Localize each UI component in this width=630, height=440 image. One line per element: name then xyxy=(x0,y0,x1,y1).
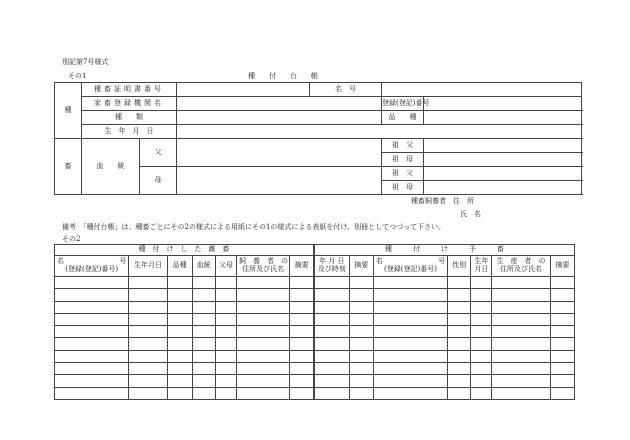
entry-cell[interactable] xyxy=(492,326,550,338)
entry-cell[interactable] xyxy=(492,387,550,399)
entry-cell[interactable] xyxy=(192,289,215,301)
entry-cell[interactable] xyxy=(290,338,314,350)
entry-cell[interactable] xyxy=(236,301,289,313)
left-remarks-header: 摘要 xyxy=(290,256,314,277)
entry-cell[interactable] xyxy=(471,363,492,375)
table-row xyxy=(55,363,575,375)
entry-cell[interactable] xyxy=(373,375,447,387)
entry-cell[interactable] xyxy=(290,277,314,289)
entry-cell[interactable] xyxy=(215,387,236,399)
entry-cell[interactable] xyxy=(167,375,192,387)
mother-label: 母 xyxy=(140,167,177,195)
producer-header xyxy=(492,256,550,277)
father-label: 父 xyxy=(140,139,177,167)
entry-cell[interactable] xyxy=(349,363,373,375)
date-header-bottom: 及び時刻 xyxy=(317,265,346,273)
producer-header-top: 生 産 者 の xyxy=(496,257,546,266)
entry-cell[interactable] xyxy=(192,301,215,313)
entry-cell[interactable] xyxy=(314,289,349,301)
entry-cell[interactable] xyxy=(471,277,492,289)
entry-cell[interactable] xyxy=(492,363,550,375)
entry-cell[interactable] xyxy=(492,313,550,325)
right-birth-header-bottom: 月日 xyxy=(474,265,489,273)
entry-cell[interactable] xyxy=(373,277,447,289)
cert-no-value[interactable] xyxy=(177,83,310,97)
entry-cell[interactable] xyxy=(550,363,574,375)
species-label: 種 類 xyxy=(82,111,177,125)
table-row xyxy=(55,375,575,387)
entry-cell[interactable] xyxy=(471,289,492,301)
entry-cell[interactable] xyxy=(314,277,349,289)
entry-cell[interactable] xyxy=(471,326,492,338)
entry-cell[interactable] xyxy=(129,387,167,399)
entry-cell[interactable] xyxy=(314,338,349,350)
entry-cell[interactable] xyxy=(290,301,314,313)
entry-cell[interactable] xyxy=(192,363,215,375)
entry-cell[interactable] xyxy=(215,313,236,325)
paternal-grandmother-label: 祖 母 xyxy=(382,153,424,167)
species-value[interactable] xyxy=(177,111,382,125)
maternal-grandfather-label: 祖 父 xyxy=(382,167,424,181)
entry-cell[interactable] xyxy=(550,387,574,399)
entry-cell[interactable] xyxy=(129,338,167,350)
entry-cell[interactable] xyxy=(349,277,373,289)
breed-header: 品種 xyxy=(167,256,192,277)
entry-cell[interactable] xyxy=(471,375,492,387)
entry-cell[interactable] xyxy=(448,363,471,375)
table-row xyxy=(55,350,575,362)
entry-cell[interactable] xyxy=(448,338,471,350)
entry-cell[interactable] xyxy=(448,326,471,338)
registry-org-value[interactable] xyxy=(177,97,382,111)
right-remarks-header: 摘要 xyxy=(550,256,574,277)
breed-label: 品 種 xyxy=(382,111,424,125)
entry-cell[interactable] xyxy=(373,338,447,350)
entry-cell[interactable] xyxy=(290,387,314,399)
entry-cell[interactable] xyxy=(192,277,215,289)
entry-cell[interactable] xyxy=(129,363,167,375)
entry-cell[interactable] xyxy=(167,326,192,338)
entry-cell[interactable] xyxy=(471,313,492,325)
entry-cell[interactable] xyxy=(492,289,550,301)
entry-cell[interactable] xyxy=(349,350,373,362)
entry-cell[interactable] xyxy=(471,338,492,350)
birth-value[interactable] xyxy=(177,125,582,139)
entry-cell[interactable] xyxy=(550,338,574,350)
entry-cell[interactable] xyxy=(236,277,289,289)
entry-cell[interactable] xyxy=(236,363,289,375)
entry-cell[interactable] xyxy=(492,277,550,289)
table-row xyxy=(55,301,575,313)
entry-cell[interactable] xyxy=(349,313,373,325)
entry-cell[interactable] xyxy=(55,301,129,313)
entry-cell[interactable] xyxy=(492,375,550,387)
part1-label: その1 xyxy=(68,72,87,80)
paternal-grandmother-value[interactable] xyxy=(424,153,582,167)
entry-cell[interactable] xyxy=(492,338,550,350)
entry-cell[interactable] xyxy=(215,375,236,387)
left-name-header xyxy=(55,256,129,277)
father-value[interactable] xyxy=(177,139,382,167)
table-row xyxy=(55,289,575,301)
right-birth-header xyxy=(471,256,492,277)
entry-cell[interactable] xyxy=(129,326,167,338)
entry-cell[interactable] xyxy=(129,301,167,313)
entry-cell[interactable] xyxy=(550,301,574,313)
mother-value[interactable] xyxy=(177,167,382,195)
mid-remarks-header: 摘要 xyxy=(349,256,373,277)
entry-cell[interactable] xyxy=(492,350,550,362)
entry-cell[interactable] xyxy=(192,338,215,350)
entry-cell[interactable] xyxy=(55,387,129,399)
right-name-header-top-right: 号 xyxy=(438,257,446,266)
entry-cell[interactable] xyxy=(550,375,574,387)
entry-cell[interactable] xyxy=(492,301,550,313)
entry-cell[interactable] xyxy=(373,326,447,338)
entry-cell[interactable] xyxy=(550,313,574,325)
entry-cell[interactable] xyxy=(215,363,236,375)
right-name-header xyxy=(373,256,447,277)
entry-cell[interactable] xyxy=(448,313,471,325)
maternal-grandmother-label: 祖 母 xyxy=(382,181,424,195)
left-name-header-top-right: 号 xyxy=(119,257,127,266)
entry-cell[interactable] xyxy=(373,363,447,375)
entry-cell[interactable] xyxy=(373,350,447,362)
birth-header: 生年月日 xyxy=(129,256,167,277)
entry-cell[interactable] xyxy=(314,363,349,375)
part1-title: 種 付 台 帳 xyxy=(248,72,318,80)
entry-cell[interactable] xyxy=(550,326,574,338)
owner-name-label: 氏 名 xyxy=(460,210,481,218)
birth-label: 生 年 月 日 xyxy=(82,125,177,139)
entry-cell[interactable] xyxy=(55,289,129,301)
entry-cell[interactable] xyxy=(373,289,447,301)
entry-cell[interactable] xyxy=(290,289,314,301)
entry-cell[interactable] xyxy=(129,313,167,325)
entry-cell[interactable] xyxy=(290,350,314,362)
entry-cell[interactable] xyxy=(167,289,192,301)
entry-cell[interactable] xyxy=(215,350,236,362)
entry-cell[interactable] xyxy=(55,363,129,375)
entry-cell[interactable] xyxy=(167,338,192,350)
name-value[interactable] xyxy=(382,83,582,97)
entry-cell[interactable] xyxy=(349,338,373,350)
entry-cell[interactable] xyxy=(167,313,192,325)
paternal-grandfather-value[interactable] xyxy=(424,139,582,153)
date-header-top: 年 月 日 xyxy=(319,257,345,266)
entry-cell[interactable] xyxy=(314,387,349,399)
entry-cell[interactable] xyxy=(349,289,373,301)
right-section-title: 種 付 け 予 畜 xyxy=(314,245,575,256)
parents-header: 父母 xyxy=(215,256,236,277)
name-label: 名 号 xyxy=(310,83,382,97)
entry-cell[interactable] xyxy=(55,313,129,325)
entry-cell[interactable] xyxy=(167,277,192,289)
entry-cell[interactable] xyxy=(448,277,471,289)
entry-cell[interactable] xyxy=(550,289,574,301)
entry-cell[interactable] xyxy=(471,350,492,362)
entry-cell[interactable] xyxy=(349,301,373,313)
entry-cell[interactable] xyxy=(215,338,236,350)
entry-cell[interactable] xyxy=(192,350,215,362)
entry-cell[interactable] xyxy=(349,375,373,387)
form-title: 別記第7号様式 xyxy=(62,58,109,66)
entry-cell[interactable] xyxy=(167,387,192,399)
entry-cell[interactable] xyxy=(215,301,236,313)
right-birth-header-top: 生年 xyxy=(474,257,489,266)
reg-no-value[interactable] xyxy=(424,97,582,111)
entry-cell[interactable] xyxy=(314,301,349,313)
entry-cell[interactable] xyxy=(349,387,373,399)
table-row xyxy=(55,313,575,325)
entry-cell[interactable] xyxy=(550,350,574,362)
entry-cell[interactable] xyxy=(448,301,471,313)
entry-cell[interactable] xyxy=(55,326,129,338)
left-name-header-top-left: 名 xyxy=(57,257,64,266)
entry-cell[interactable] xyxy=(236,326,289,338)
producer-header-bottom: 住所及び氏名 xyxy=(500,265,543,273)
owner-address-label: 種畜飼養者 住 所 xyxy=(411,197,474,205)
entry-cell[interactable] xyxy=(215,289,236,301)
keeper-header-top: 飼 養 者 の xyxy=(238,257,288,266)
paternal-grandfather-label: 祖 父 xyxy=(382,139,424,153)
entry-cell[interactable] xyxy=(290,326,314,338)
entry-cell[interactable] xyxy=(314,350,349,362)
entry-cell[interactable] xyxy=(55,350,129,362)
right-name-header-bottom: (登録(登記)番号) xyxy=(384,265,437,273)
entry-cell[interactable] xyxy=(448,350,471,362)
keeper-header xyxy=(236,256,289,277)
reg-no-label: 登録(登記)番号 xyxy=(382,97,424,111)
entry-cell[interactable] xyxy=(314,313,349,325)
side-label-bottom: 畜 xyxy=(55,139,82,195)
side-label-top: 種 xyxy=(55,83,82,139)
entry-cell[interactable] xyxy=(55,375,129,387)
table-row xyxy=(55,338,575,350)
entry-cell[interactable] xyxy=(236,387,289,399)
entry-cell[interactable] xyxy=(129,350,167,362)
entry-cell[interactable] xyxy=(55,277,129,289)
maternal-grandfather-value[interactable] xyxy=(424,167,582,181)
entry-cell[interactable] xyxy=(290,363,314,375)
breeding-record-table xyxy=(54,244,575,400)
entry-cell[interactable] xyxy=(236,289,289,301)
record-rows xyxy=(55,277,575,400)
entry-cell[interactable] xyxy=(373,387,447,399)
sex-header: 性別 xyxy=(448,256,471,277)
table-row xyxy=(55,277,575,289)
entry-cell[interactable] xyxy=(471,301,492,313)
entry-cell[interactable] xyxy=(373,301,447,313)
entry-cell[interactable] xyxy=(236,350,289,362)
entry-cell[interactable] xyxy=(167,350,192,362)
breeding-register-cover-table xyxy=(54,82,582,195)
entry-cell[interactable] xyxy=(550,277,574,289)
pedigree-label: 血 統 xyxy=(82,139,140,195)
entry-cell[interactable] xyxy=(290,313,314,325)
entry-cell[interactable] xyxy=(55,338,129,350)
entry-cell[interactable] xyxy=(314,375,349,387)
left-name-header-bottom: (登録(登記)番号) xyxy=(65,265,119,273)
date-header xyxy=(314,256,349,277)
entry-cell[interactable] xyxy=(448,375,471,387)
entry-cell[interactable] xyxy=(167,363,192,375)
part2-label: その2 xyxy=(62,235,81,243)
entry-cell[interactable] xyxy=(236,338,289,350)
entry-cell[interactable] xyxy=(215,277,236,289)
entry-cell[interactable] xyxy=(192,387,215,399)
right-name-header-top-left: 名 xyxy=(375,257,383,266)
entry-cell[interactable] xyxy=(129,277,167,289)
keeper-header-bottom: 住所及び氏名 xyxy=(242,265,285,273)
entry-cell[interactable] xyxy=(129,289,167,301)
entry-cell[interactable] xyxy=(236,313,289,325)
entry-cell[interactable] xyxy=(448,387,471,399)
maternal-grandmother-value[interactable] xyxy=(424,181,582,195)
pedigree-header: 血統 xyxy=(192,256,215,277)
note-text: 備考 「種付台帳」は、種畜ごとにその2の様式による用紙にその1の様式による表紙を付け、別冊としてつづって下さい。 xyxy=(62,223,446,231)
entry-cell[interactable] xyxy=(192,313,215,325)
entry-cell[interactable] xyxy=(373,313,447,325)
cert-no-label: 種畜証明書番号 xyxy=(82,83,177,97)
entry-cell[interactable] xyxy=(192,375,215,387)
left-section-title: 種 付 け し た 雌 畜 xyxy=(55,245,314,256)
table-row xyxy=(55,387,575,399)
table-row xyxy=(55,326,575,338)
entry-cell[interactable] xyxy=(349,326,373,338)
entry-cell[interactable] xyxy=(314,326,349,338)
entry-cell[interactable] xyxy=(215,326,236,338)
entry-cell[interactable] xyxy=(290,375,314,387)
entry-cell[interactable] xyxy=(129,375,167,387)
entry-cell[interactable] xyxy=(192,326,215,338)
entry-cell[interactable] xyxy=(167,301,192,313)
entry-cell[interactable] xyxy=(448,289,471,301)
entry-cell[interactable] xyxy=(236,375,289,387)
breed-value[interactable] xyxy=(424,111,582,125)
entry-cell[interactable] xyxy=(471,387,492,399)
registry-org-label: 家畜登録機関名 xyxy=(82,97,177,111)
